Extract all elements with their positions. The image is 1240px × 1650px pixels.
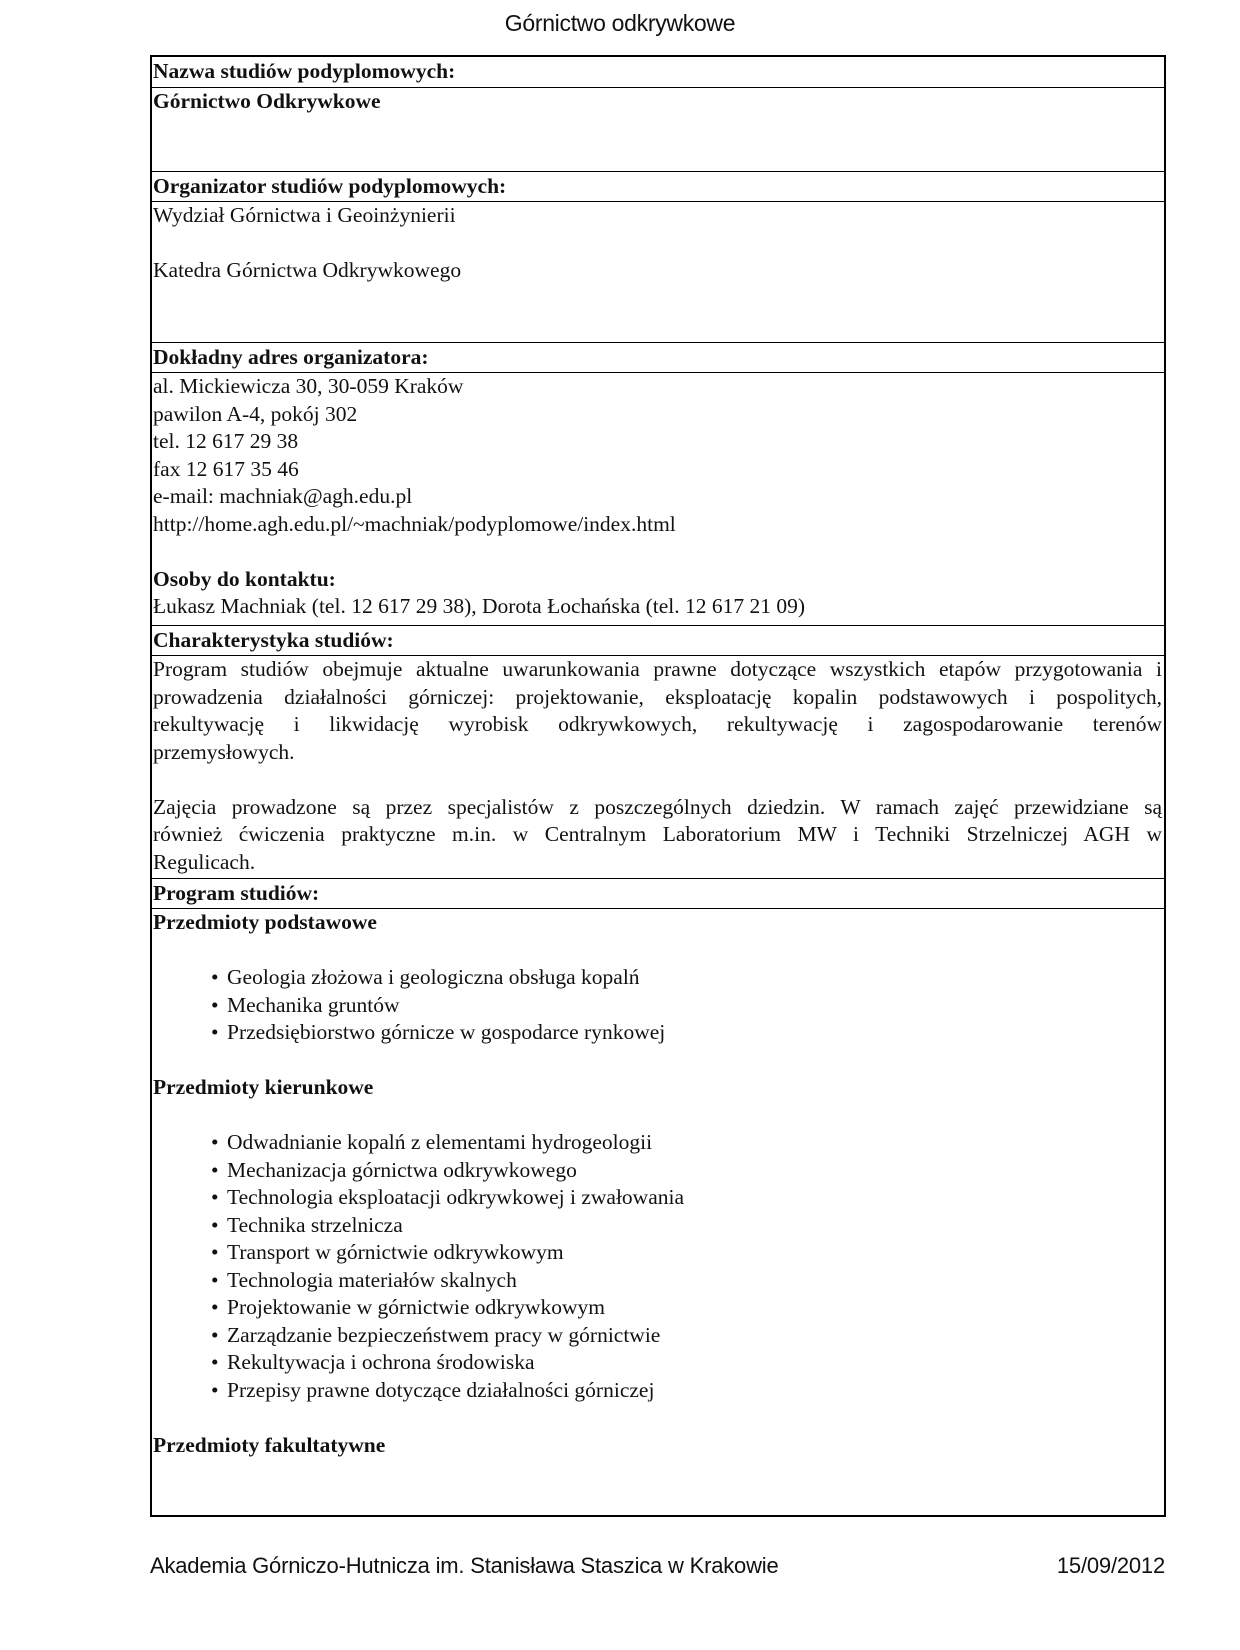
- address-phone: tel. 12 617 29 38: [153, 429, 299, 453]
- organizer-section: [152, 202, 1164, 285]
- contacts-heading: Osoby do kontaktu:: [153, 566, 336, 591]
- basic-subjects-heading: Przedmioty podstawowe: [153, 910, 377, 934]
- address-room: pawilon A-4, pokój 302: [153, 401, 358, 426]
- optional-subjects-heading: Przedmioty fakultatywne: [153, 1432, 386, 1457]
- list-item: • Transport w górnictwie odkrywkowym: [211, 1239, 1164, 1267]
- address-email: e-mail: machniak@agh.edu.pl: [153, 484, 413, 508]
- characteristics-line: Zajęcia prowadzone są przez specjalistów z poszczególnych dziedzin. W ramach zajęć przewidziane są: [153, 794, 1162, 819]
- list-item: • Projektowanie w górnictwie odkrywkowym: [211, 1294, 1164, 1322]
- list-item: • Rekultywacja i ochrona środowiska: [211, 1349, 1164, 1377]
- address-fax: fax 12 617 35 46: [153, 456, 299, 481]
- list-item: • Przepisy prawne dotyczące działalności górniczej: [211, 1377, 1164, 1405]
- list-item: • Technika strzelnicza: [211, 1212, 1164, 1240]
- characteristics-line: Program studiów obejmuje aktualne uwarunkowania prawne dotyczące wszystkich etapów przygotowania i: [153, 657, 1162, 681]
- characteristics-line: również ćwiczenia praktyczne m.in. w Centralnym Laboratorium MW i Techniki Strzelniczej AGH w: [153, 822, 1162, 846]
- program-heading: Program studiów:: [152, 878, 1164, 909]
- organizer-faculty: Wydział Górnictwa i Geoinżynierii: [153, 203, 456, 227]
- form-table: [150, 55, 1166, 1517]
- list-item: • Technologia eksploatacji odkrywkowej i zwałowania: [211, 1184, 1164, 1212]
- program-section: [152, 909, 1164, 1459]
- characteristics-line: prowadzenia działalności górniczej: projektowanie, eksploatację kopalin podstawowych i pospolitych,: [153, 684, 1162, 709]
- characteristics-line: przemysłowych.: [153, 739, 295, 764]
- contacts-value: Łukasz Machniak (tel. 12 617 29 38), Dorota Łochańska (tel. 12 617 21 09): [153, 594, 806, 618]
- organizer-heading: Organizator studiów podyplomowych:: [152, 171, 1164, 202]
- address-heading: Dokładny adres organizatora:: [152, 342, 1164, 373]
- characteristics-line: rekultywację i likwidację wyrobisk odkrywkowych, rekultywację i zagospodarowanie terenów: [153, 712, 1162, 736]
- organizer-department: Katedra Górnictwa Odkrywkowego: [153, 258, 462, 282]
- characteristics-line: Regulicach.: [153, 849, 256, 874]
- list-item: • Odwadnianie kopalń z elementami hydrogeologii: [211, 1129, 1164, 1157]
- name-section: [152, 88, 1164, 116]
- footer-date: 15/09/2012: [1056, 1553, 1165, 1578]
- name-heading: Nazwa studiów podyplomowych:: [152, 57, 1164, 88]
- basic-subjects-list: [153, 964, 1164, 1047]
- study-name: Górnictwo Odkrywkowe: [153, 89, 381, 113]
- list-item: • Mechanizacja górnictwa odkrywkowego: [211, 1157, 1164, 1185]
- address-section: [152, 373, 1164, 621]
- major-subjects-heading: Przedmioty kierunkowe: [153, 1075, 374, 1099]
- list-item: • Przedsiębiorstwo górnicze w gospodarce rynkowej: [211, 1019, 1164, 1047]
- page-title: Górnictwo odkrywkowe: [504, 10, 736, 36]
- characteristics-section: [152, 656, 1164, 876]
- list-item: • Geologia złożowa i geologiczna obsługa kopalń: [211, 964, 1164, 992]
- list-item: • Mechanika gruntów: [211, 992, 1164, 1020]
- major-subjects-list: [153, 1129, 1164, 1404]
- characteristics-heading: Charakterystyka studiów:: [152, 625, 1164, 656]
- address-url: http://home.agh.edu.pl/~machniak/podyplomowe/index.html: [153, 511, 676, 536]
- address-street: al. Mickiewicza 30, 30-059 Kraków: [153, 374, 464, 398]
- footer-institution: Akademia Górniczo-Hutnicza im. Stanisława Staszica w Krakowie: [150, 1553, 779, 1578]
- list-item: • Technologia materiałów skalnych: [211, 1267, 1164, 1295]
- list-item: • Zarządzanie bezpieczeństwem pracy w górnictwie: [211, 1322, 1164, 1350]
